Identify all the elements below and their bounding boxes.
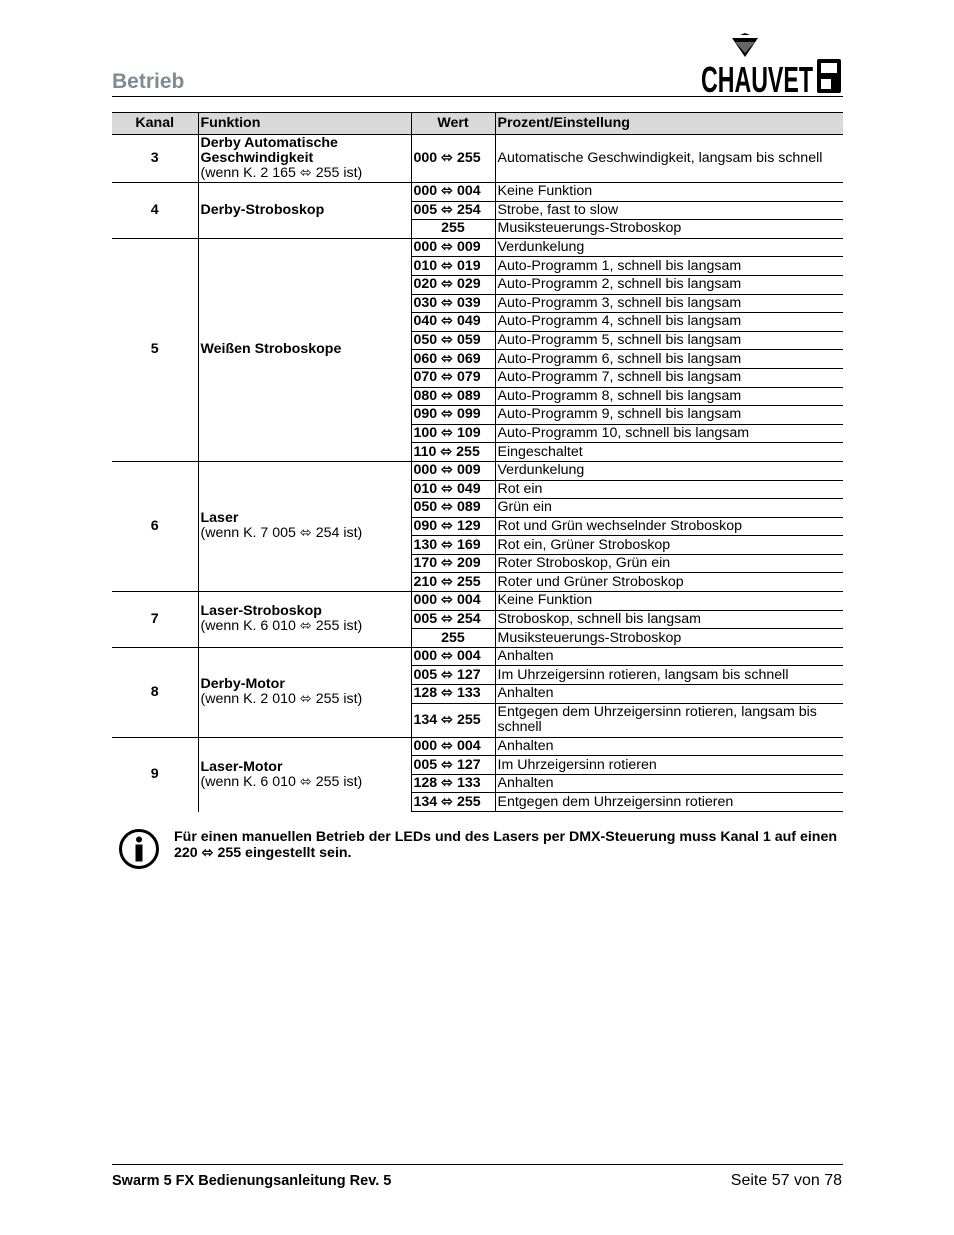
col-header-funktion: Funktion <box>198 113 411 135</box>
table-row <box>112 461 843 480</box>
channel-function <box>198 183 411 239</box>
channel-function <box>198 647 411 737</box>
setting-description: Keine Funktion <box>495 592 843 611</box>
setting-description: Anhalten <box>495 647 843 666</box>
setting-description: Verdunkelung <box>495 461 843 480</box>
function-name: Weißen Stroboskope <box>200 341 342 358</box>
dmx-value-range: 005 ⬄ 127 <box>411 666 495 685</box>
setting-description: Grün ein <box>495 499 843 518</box>
chauvet-dj-logo <box>700 33 843 100</box>
dmx-value-range: 080 ⬄ 089 <box>411 387 495 406</box>
dmx-value-range: 134 ⬄ 255 <box>411 793 495 812</box>
setting-description: Roter Stroboskop, Grün ein <box>495 554 843 573</box>
dmx-value-range: 010 ⬄ 019 <box>411 257 495 276</box>
setting-description: Auto-Programm 2, schnell bis langsam <box>495 275 843 294</box>
dmx-value-range: 005 ⬄ 127 <box>411 756 495 775</box>
setting-description: Auto-Programm 8, schnell bis langsam <box>495 387 843 406</box>
table-body <box>112 135 843 812</box>
setting-description: Verdunkelung <box>495 238 843 257</box>
dmx-value-range: 070 ⬄ 079 <box>411 368 495 387</box>
dmx-value-range: 050 ⬄ 059 <box>411 331 495 350</box>
footer-manual-title: Swarm 5 FX Bedienungsanleitung Rev. 5 <box>112 1173 392 1189</box>
setting-description: Rot ein <box>495 480 843 499</box>
setting-description: Anhalten <box>495 774 843 793</box>
setting-description: Rot ein, Grüner Stroboskop <box>495 536 843 555</box>
dmx-value-range: 050 ⬄ 089 <box>411 499 495 518</box>
setting-description: Auto-Programm 9, schnell bis langsam <box>495 406 843 425</box>
dmx-value-range: 210 ⬄ 255 <box>411 573 495 592</box>
dmx-value-range: 255 <box>411 220 495 239</box>
table-row <box>112 737 843 756</box>
dmx-value-range: 128 ⬄ 133 <box>411 685 495 704</box>
dmx-value-range: 060 ⬄ 069 <box>411 350 495 369</box>
function-name: Derby-Stroboskop <box>200 201 325 218</box>
dmx-value-range: 110 ⬄ 255 <box>411 443 495 462</box>
setting-description: Musiksteuerungs-Stroboskop <box>495 629 843 648</box>
table-row <box>112 647 843 666</box>
function-name: Derby-Motor <box>200 676 285 693</box>
section-title: Betrieb <box>112 70 185 93</box>
setting-description: Im Uhrzeigersinn rotieren, langsam bis schnell <box>495 666 843 685</box>
setting-description: Anhalten <box>495 685 843 704</box>
dmx-value-range: 030 ⬄ 039 <box>411 294 495 313</box>
function-condition: (wenn K. 6 010 ⬄ 255 ist) <box>200 773 363 790</box>
dmx-value-range: 000 ⬄ 004 <box>411 592 495 611</box>
setting-description: Auto-Programm 1, schnell bis langsam <box>495 257 843 276</box>
info-icon <box>118 828 160 870</box>
header-rule <box>112 96 843 97</box>
footer-page-number: Seite 57 von 78 <box>730 1172 842 1189</box>
setting-description: Automatische Geschwindigkeit, langsam bis schnell <box>495 135 843 183</box>
setting-description: Keine Funktion <box>495 183 843 202</box>
dmx-value-range: 000 ⬄ 004 <box>411 183 495 202</box>
dmx-value-range: 005 ⬄ 254 <box>411 610 495 629</box>
svg-text:CHAUVET: CHAUVET <box>701 59 813 100</box>
channel-number: 5 <box>112 238 198 461</box>
setting-description: Entgegen dem Uhrzeigersinn rotieren <box>495 793 843 812</box>
dmx-value-range: 010 ⬄ 049 <box>411 480 495 499</box>
dmx-value-range: 130 ⬄ 169 <box>411 536 495 555</box>
dmx-value-range: 134 ⬄ 255 <box>411 703 495 737</box>
dmx-value-range: 000 ⬄ 004 <box>411 737 495 756</box>
setting-description: Auto-Programm 10, schnell bis langsam <box>495 424 843 443</box>
setting-description: Rot und Grün wechselnder Stroboskop <box>495 517 843 536</box>
table-header-row <box>112 113 843 135</box>
col-header-prozent: Prozent/Einstellung <box>495 113 843 135</box>
dmx-value-range: 000 ⬄ 255 <box>411 135 495 183</box>
dmx-value-range: 040 ⬄ 049 <box>411 313 495 332</box>
setting-description: Stroboskop, schnell bis langsam <box>495 610 843 629</box>
dmx-value-range: 170 ⬄ 209 <box>411 554 495 573</box>
function-name: Laser-Stroboskop <box>200 603 322 620</box>
setting-description: Roter und Grüner Stroboskop <box>495 573 843 592</box>
col-header-wert: Wert <box>411 113 495 135</box>
channel-function <box>198 461 411 591</box>
col-header-kanal: Kanal <box>112 113 198 135</box>
function-condition: (wenn K. 6 010 ⬄ 255 ist) <box>200 618 363 635</box>
dmx-value-range: 000 ⬄ 009 <box>411 461 495 480</box>
dmx-value-range: 255 <box>411 629 495 648</box>
function-condition: (wenn K. 2 010 ⬄ 255 ist) <box>200 691 363 708</box>
dmx-value-range: 020 ⬄ 029 <box>411 275 495 294</box>
setting-description: Auto-Programm 4, schnell bis langsam <box>495 313 843 332</box>
dmx-value-range: 100 ⬄ 109 <box>411 424 495 443</box>
dmx-value-range: 128 ⬄ 133 <box>411 774 495 793</box>
dmx-value-range: 000 ⬄ 004 <box>411 647 495 666</box>
channel-function <box>198 135 411 183</box>
setting-description: Auto-Programm 7, schnell bis langsam <box>495 368 843 387</box>
setting-description: Im Uhrzeigersinn rotieren <box>495 756 843 775</box>
dmx-value-range: 000 ⬄ 009 <box>411 238 495 257</box>
table-row <box>112 183 843 202</box>
channel-number: 8 <box>112 647 198 737</box>
setting-description: Entgegen dem Uhrzeigersinn rotieren, langsam bis schnell <box>495 703 843 737</box>
setting-description: Anhalten <box>495 737 843 756</box>
channel-number: 4 <box>112 183 198 239</box>
channel-function <box>198 737 411 811</box>
function-name: Derby Automatische Geschwindigkeit <box>200 135 338 166</box>
footer-rule <box>112 1164 843 1165</box>
function-name: Laser-Motor <box>200 758 283 775</box>
function-condition: (wenn K. 7 005 ⬄ 254 ist) <box>200 525 363 542</box>
table-row <box>112 135 843 183</box>
setting-description: Musiksteuerungs-Stroboskop <box>495 220 843 239</box>
channel-number: 3 <box>112 135 198 183</box>
channel-function <box>198 238 411 461</box>
dmx-value-range: 090 ⬄ 099 <box>411 406 495 425</box>
table-row <box>112 592 843 611</box>
dmx-channel-table <box>112 112 843 812</box>
dmx-value-range: 005 ⬄ 254 <box>411 201 495 220</box>
channel-number: 7 <box>112 592 198 648</box>
channel-function <box>198 592 411 648</box>
setting-description: Auto-Programm 3, schnell bis langsam <box>495 294 843 313</box>
dmx-note: Für einen manuellen Betrieb der LEDs und des Lasers per DMX-Steuerung muss Kanal 1 auf einen 220 ⬄ 255 eingestellt sein. <box>174 829 838 861</box>
channel-number: 6 <box>112 461 198 591</box>
function-name: Laser <box>200 510 239 527</box>
dmx-value-range: 090 ⬄ 129 <box>411 517 495 536</box>
setting-description: Auto-Programm 6, schnell bis langsam <box>495 350 843 369</box>
setting-description: Eingeschaltet <box>495 443 843 462</box>
table-row <box>112 238 843 257</box>
setting-description: Strobe, fast to slow <box>495 201 843 220</box>
function-condition: (wenn K. 2 165 ⬄ 255 ist) <box>200 165 363 181</box>
setting-description: Auto-Programm 5, schnell bis langsam <box>495 331 843 350</box>
channel-number: 9 <box>150 766 159 783</box>
